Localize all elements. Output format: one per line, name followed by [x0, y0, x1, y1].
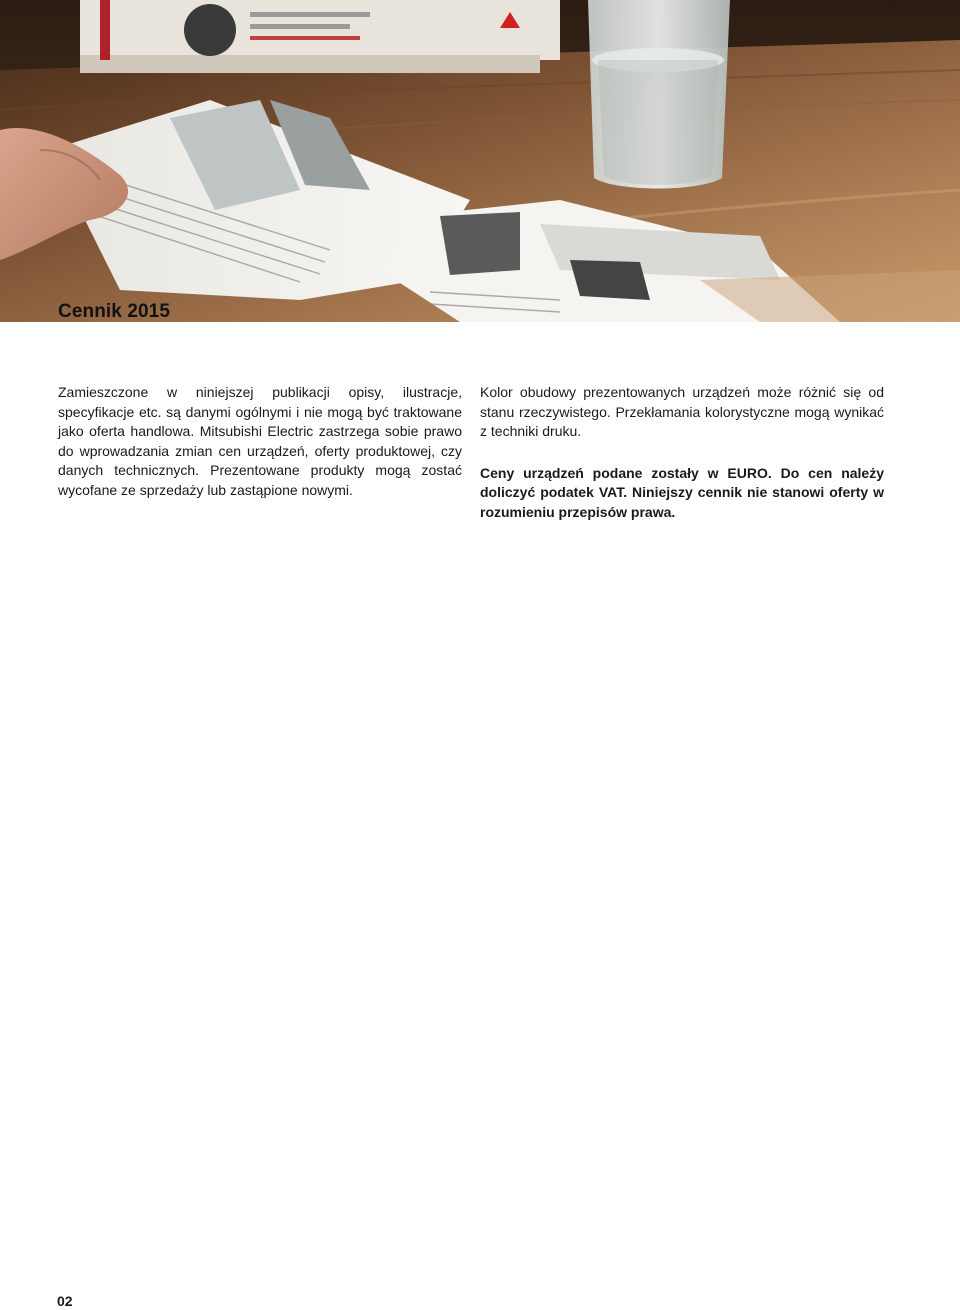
color-notice-paragraph: Kolor obudowy prezentowanych urządzeń może różnić się od stanu rzeczywistego. Przekłamania kolorystyczne mogą wynikać z techniki druku.	[480, 384, 884, 440]
left-column	[58, 383, 462, 501]
page-title: Cennik 2015	[58, 301, 170, 322]
brochure-on-table-photo	[0, 0, 960, 322]
disclaimer-paragraph: Zamieszczone w niniejszej publikacji opisy, ilustracje, specyfikacje etc. są danymi ogólnymi i nie mogą być traktowane jako oferta handlowa. Mitsubishi Electric zastrzega sobie prawo do wprowadzania zmian cen urządzeń, oferty produktowej, czy danych technicznych. Prezentowane produkty mogą zostać wycofane ze sprzedaży lub zastąpione nowymi.	[58, 384, 462, 498]
right-column	[480, 383, 884, 523]
hero-photo	[0, 0, 960, 322]
page-number: 02	[57, 1293, 73, 1309]
price-notice-paragraph: Ceny urządzeń podane zostały w EURO. Do cen należy doliczyć podatek VAT. Niniejszy cennik nie stanowi oferty w rozumieniu przepisów prawa.	[480, 464, 884, 520]
